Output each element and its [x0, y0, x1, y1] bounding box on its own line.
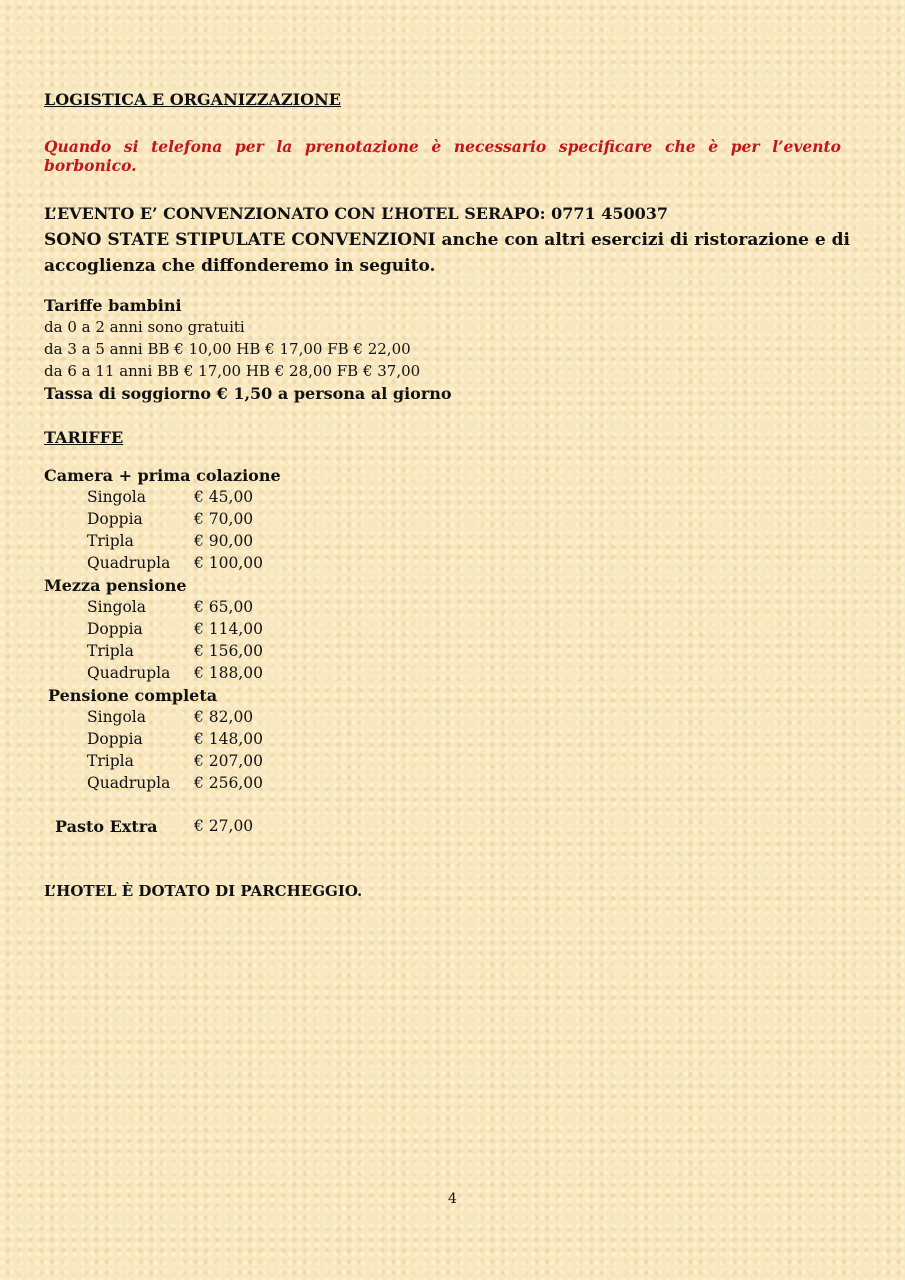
section-heading: LOGISTICA E ORGANIZZAZIONE — [44, 90, 341, 109]
extra-meal-label: Pasto Extra — [55, 817, 158, 836]
room-type: Singola — [87, 488, 147, 506]
children-rate-line: da 0 a 2 anni sono gratuiti — [44, 318, 245, 336]
children-rate-line: da 6 a 11 anni BB € 17,00 HB € 28,00 FB € 37,00 — [44, 362, 421, 380]
room-price: € 114,00 — [194, 620, 264, 638]
room-type: Doppia — [87, 730, 143, 748]
room-price: € 188,00 — [194, 664, 264, 682]
tariff-row — [87, 664, 264, 682]
room-type: Tripla — [87, 752, 134, 770]
children-rates-title: Tariffe bambini — [44, 296, 182, 315]
room-type: Quadrupla — [87, 774, 171, 792]
tariffs-heading: TARIFFE — [44, 428, 124, 447]
tourist-tax: Tassa di soggiorno € 1,50 a persona al giorno — [44, 384, 452, 403]
hotel-agreement-line: L’EVENTO E’ CONVENZIONATO CON L’HOTEL SERAPO: 0771 450037 — [44, 204, 669, 223]
room-price: € 256,00 — [194, 774, 264, 792]
booking-notice: Quando si telefona per la prenotazione è necessario specificare che è per l’evento borbonico. — [44, 137, 841, 175]
room-price: € 70,00 — [194, 510, 254, 528]
tariff-row — [87, 774, 264, 792]
tariff-group-title: Mezza pensione — [44, 576, 187, 595]
room-type: Tripla — [87, 532, 134, 550]
children-rate-line: da 3 a 5 anni BB € 10,00 HB € 17,00 FB € 22,00 — [44, 340, 411, 358]
room-price: € 156,00 — [194, 642, 264, 660]
other-agreements-lead: SONO STATE STIPULATE CONVENZIONI — [44, 230, 436, 250]
room-price: € 207,00 — [194, 752, 264, 770]
tariff-row — [87, 642, 264, 660]
parking-note: L’HOTEL È DOTATO DI PARCHEGGIO. — [44, 882, 363, 900]
room-type: Singola — [87, 598, 147, 616]
tariff-row — [87, 752, 264, 770]
room-price: € 148,00 — [194, 730, 264, 748]
room-price: € 65,00 — [194, 598, 254, 616]
tariff-row — [87, 510, 254, 528]
room-type: Singola — [87, 708, 147, 726]
page-number: 4 — [448, 1191, 457, 1207]
tariff-row — [87, 598, 254, 616]
other-agreements-rest: anche con altri esercizi di ristorazione e di accoglienza che diffonderemo in seguito. — [44, 230, 850, 276]
room-price: € 45,00 — [194, 488, 254, 506]
room-price: € 100,00 — [194, 554, 264, 572]
room-type: Quadrupla — [87, 554, 171, 572]
tariff-row — [87, 708, 254, 726]
tariff-group-title: Camera + prima colazione — [44, 466, 281, 485]
room-price: € 90,00 — [194, 532, 254, 550]
tariff-row — [87, 488, 254, 506]
room-type: Quadrupla — [87, 664, 171, 682]
room-type: Doppia — [87, 510, 143, 528]
tariff-row — [87, 532, 254, 550]
room-price: € 82,00 — [194, 708, 254, 726]
room-type: Doppia — [87, 620, 143, 638]
other-agreements-paragraph — [44, 227, 864, 279]
tariff-group-title: Pensione completa — [48, 686, 218, 705]
extra-meal-price: € 27,00 — [194, 817, 254, 835]
room-type: Tripla — [87, 642, 134, 660]
tariff-row — [87, 554, 264, 572]
tariff-row — [87, 620, 264, 638]
tariff-row — [87, 730, 264, 748]
